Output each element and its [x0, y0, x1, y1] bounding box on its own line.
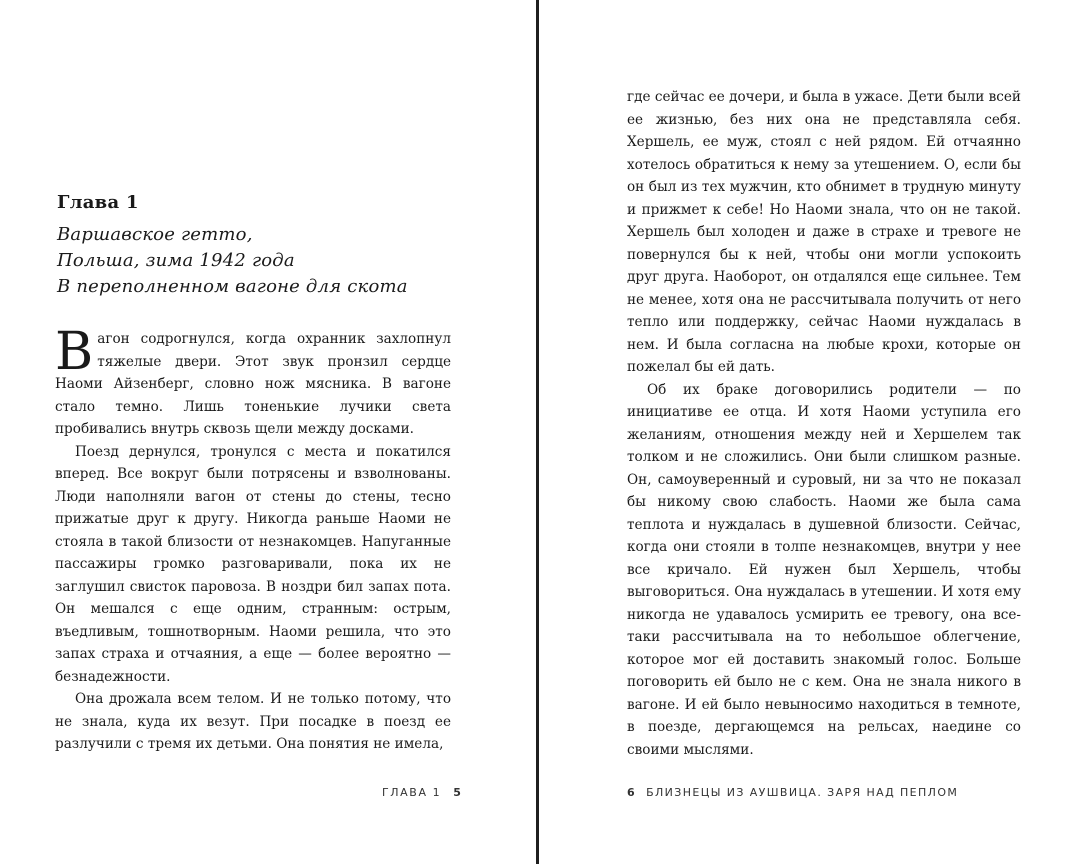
paragraph: Она дрожала всем телом. И не только потому, что не знала, куда их везут. При посадке в поезд ее разлучили с тремя их детьми. Она понятия не имела,	[55, 691, 451, 752]
paragraph	[55, 322, 451, 441]
running-footer-left	[382, 786, 463, 799]
body-text-right	[627, 86, 1021, 761]
body-text-left	[55, 322, 451, 756]
page-number: 5	[453, 786, 463, 799]
paragraph-text: агон содрогнулся, когда охранник захлопнул тяжелые двери. Этот звук пронзил сердце Наоми Айзенберг, словно нож мясника. В вагоне стало темно. Лишь тоненькие лучики света пробивались внутрь сквозь щели между досками.	[55, 331, 451, 437]
paragraph: где сейчас ее дочери, и была в ужасе. Дети были всей ее жизнью, без них она не представляла себя. Хершель, ее муж, стоял с ней рядом. Ей отчаянно хотелось обратиться к нему за утешением. О, если бы он был из тех мужчин, кто обнимет в трудную минуту и прижмет к себе! Но Наоми знала, что он не такой. Хершель был холоден и даже в страхе и тревоге не повернулся бы к ней, чтобы они могли успокоить друг друга. Наоборот, он отдалялся еще сильнее. Тем не менее, хотя она не рассчитывала получить от него тепло или поддержку, сейчас Наоми нуждалась в нем. И была согласна на любые крохи, которые он пожелал бы ей дать.	[627, 89, 1021, 375]
subtitle-line: Польша, зима 1942 года	[57, 250, 295, 271]
left-page	[0, 0, 536, 864]
footer-chapter-label: ГЛАВА 1	[382, 786, 442, 799]
footer-book-title: БЛИЗНЕЦЫ ИЗ АУШВИЦА. ЗАРЯ НАД ПЕПЛОМ	[646, 786, 959, 799]
paragraph: Об их браке договорились родители — по инициативе ее отца. И хотя Наоми уступила его желаниям, отношения между ней и Хершелем так толком и не сложились. Они были слишком разные. Он, самоуверенный и суровый, ни за что не показал бы никому свою слабость. Наоми же была сама теплота и нуждалась в душевной близости. Сейчас, когда они стояли в толпе незнакомцев, внутри у нее все кричало. Ей нужен был Хершель, чтобы выговориться. Она нуждалась в утешении. И хотя ему никогда не удавалось усмирить ее тревогу, она все-таки рассчитывала на то небольшое облегчение, которое мог ей доставить знакомый голос. Больше поговорить ей было не с кем. Она не знала никого в вагоне. И ей было невыносимо находиться в темноте, в поезде, дергающемся на рельсах, наедине со своими мыслями.	[627, 381, 1021, 758]
subtitle-line: Варшавское гетто,	[57, 224, 253, 245]
paragraph: Поезд дернулся, тронулся с места и покатился вперед. Все вокруг были потрясены и взволнованы. Люди наполняли вагон от стены до стены, тесно прижатые друг к другу. Никогда раньше Наоми не стояла в такой близости от незнакомцев. Напуганные пассажиры громко разговаривали, пока их не заглушил свисток паровоза. В ноздри бил запах пота. Он мешался с еще одним, странным: острым, въедливым, тошнотворным. Наоми решила, что это запах страха и отчаяния, а еще — более вероятно — безнадежности.	[55, 443, 451, 685]
right-page	[539, 0, 1076, 864]
drop-cap: В	[55, 322, 94, 382]
subtitle-line: В переполненном вагоне для скота	[57, 276, 408, 297]
chapter-title: Глава 1	[57, 192, 139, 213]
chapter-subtitle	[57, 222, 457, 300]
running-footer-right	[627, 786, 958, 799]
page-number: 6	[627, 786, 637, 799]
